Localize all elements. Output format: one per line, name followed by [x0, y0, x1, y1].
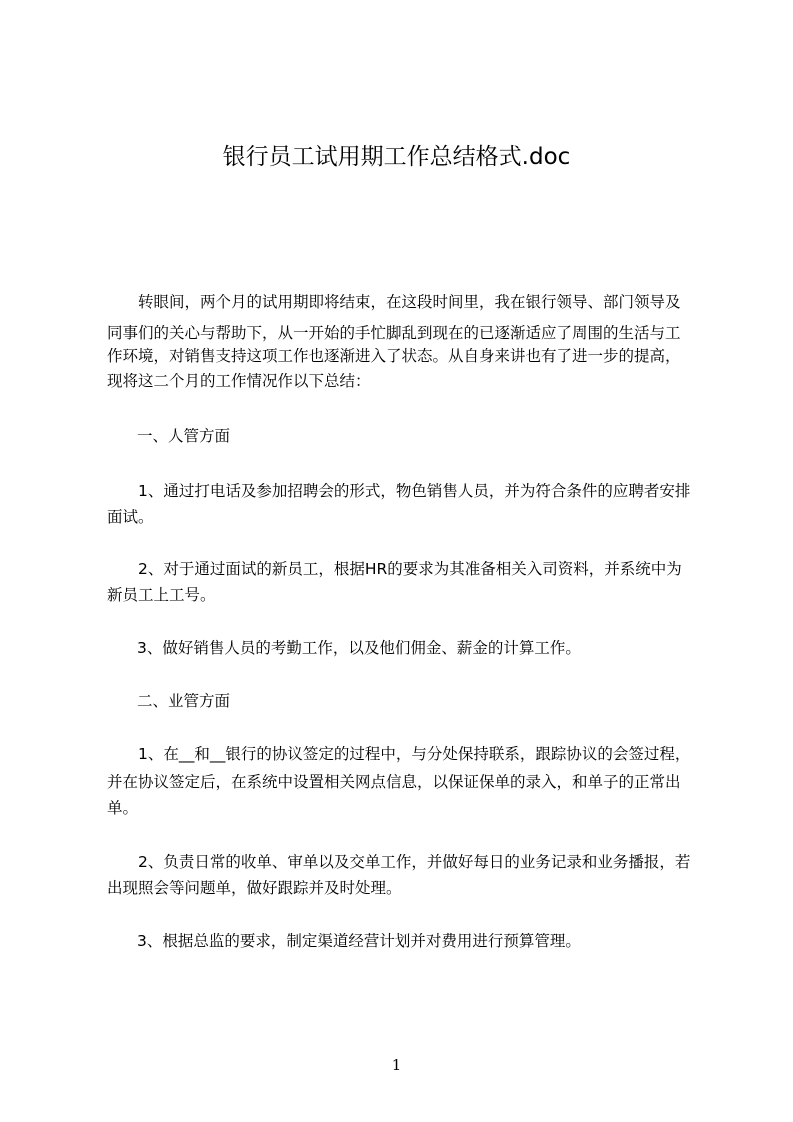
section2-item1-line-2: 并在协议签定后，在系统中设置相关网点信息，以保证保单的录入，和单子的正常出	[107, 773, 681, 791]
section2-item1-line-1: 1、在__和__银行的协议签定的过程中，与分处保持联系，跟踪协议的会签过程，	[138, 745, 691, 763]
section1-item1-line-2: 面试。	[107, 508, 154, 526]
section2-item1-line-3: 单。	[107, 799, 139, 817]
section-heading-business: 二、业管方面	[137, 692, 231, 710]
section2-item2-line-1: 2、负责日常的收单、审单以及交单工作，并做好每日的业务记录和业务播报，若	[138, 853, 691, 871]
section1-item2-line-1: 2、对于通过面试的新员工，根据HR的要求为其准备相关入司资料，并系统中为	[138, 560, 682, 578]
intro-line-3: 作环境，对销售支持这项工作也逐渐进入了状态。从自身来讲也有了进一步的提高，	[107, 347, 681, 365]
intro-line-4: 现将这二个月的工作情况作以下总结：	[107, 372, 371, 390]
document-title: 银行员工试用期工作总结格式.doc	[222, 144, 571, 170]
intro-line-2: 同事们的关心与帮助下，从一开始的手忙脚乱到现在的已逐渐适应了周围的生活与工	[107, 324, 681, 342]
section2-item2-line-2: 出现照会等问题单，做好跟踪并及时处理。	[107, 879, 402, 897]
intro-line-1: 转眼间，两个月的试用期即将结束，在这段时间里，我在银行领导、部门领导及	[138, 293, 681, 311]
section1-item2-line-2: 新员工上工号。	[107, 586, 216, 604]
page-number: 1	[391, 1056, 402, 1074]
section1-item1-line-1: 1、通过打电话及参加招聘会的形式，物色销售人员，并为符合条件的应聘者安排	[138, 482, 691, 500]
section2-item3-line-1: 3、根据总监的要求，制定渠道经营计划并对费用进行预算管理。	[137, 932, 581, 950]
section1-item3-line-1: 3、做好销售人员的考勤工作，以及他们佣金、薪金的计算工作。	[137, 639, 581, 657]
section-heading-personnel: 一、人管方面	[137, 427, 231, 445]
